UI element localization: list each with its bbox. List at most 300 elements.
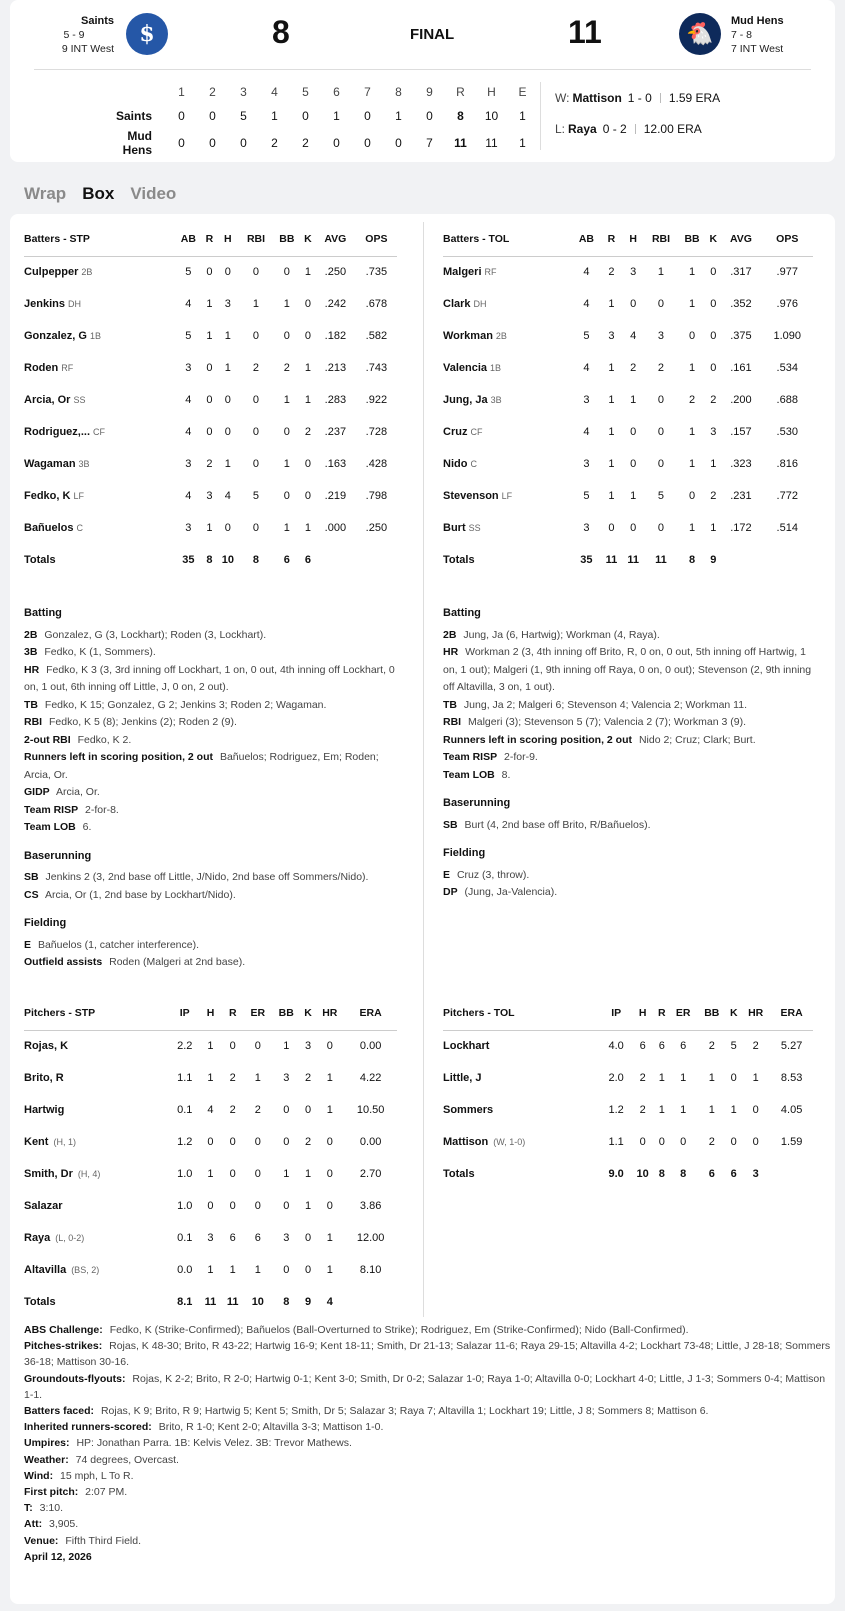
stat-cell: .772 <box>776 490 798 502</box>
column-header[interactable]: IP <box>170 996 199 1030</box>
linescore-cell: 0 <box>209 108 216 123</box>
notes-heading: Baserunning <box>443 797 511 809</box>
note-label: DP <box>443 886 458 898</box>
player-name[interactable]: Sommers <box>443 1104 494 1116</box>
player-name[interactable]: Cruz <box>443 426 468 438</box>
note-label: CS <box>24 888 39 901</box>
player-cell <box>24 384 174 416</box>
player-name[interactable]: Rojas, K <box>24 1040 69 1053</box>
game-info-value: 3,905. <box>49 1518 79 1531</box>
column-header[interactable]: AVG <box>720 222 761 256</box>
note-value: Bañuelos (1, catcher interference). <box>37 938 200 951</box>
stat-cell: 1 <box>689 426 696 438</box>
game-info-value: Brito, R 1-0; Kent 2-0; Altavilla 3-3; Mattison 1-0. <box>158 1421 384 1434</box>
stat-cell: 0 <box>689 330 696 342</box>
player-name[interactable]: Burt <box>443 522 466 534</box>
stat-cell: 1.0 <box>177 1168 193 1180</box>
stat-cell: 0 <box>207 1136 214 1148</box>
column-header[interactable]: HR <box>315 996 344 1030</box>
player-name[interactable]: Raya <box>24 1232 51 1244</box>
table-row <box>24 1158 397 1190</box>
column-header[interactable]: BB <box>697 996 726 1030</box>
player-name[interactable]: Little, J <box>443 1072 482 1084</box>
stat-cell: 2 <box>304 426 311 438</box>
stat-cell: 2 <box>254 1104 261 1116</box>
totals-cell: 8 <box>252 554 260 566</box>
column-header[interactable]: K <box>301 222 315 256</box>
stat-cell: 0 <box>326 1200 333 1212</box>
home-pitching-table <box>443 996 813 1190</box>
table-title: Batters - STP <box>24 222 174 256</box>
note-label: Runners left in scoring position, 2 out <box>24 751 214 763</box>
player-cell <box>443 256 572 288</box>
column-header[interactable]: OPS <box>762 222 814 256</box>
stat-cell: 0 <box>229 1040 236 1053</box>
column-header[interactable]: R <box>222 996 244 1030</box>
linescore-cell: 10 <box>484 108 499 123</box>
stat-cell: .250 <box>365 522 388 534</box>
pitcher-decision: (H, 1) <box>53 1137 76 1147</box>
note-value: Jung, Ja 2; Malgeri 6; Stevenson 4; Valencia 2; Workman 11. <box>463 698 747 711</box>
stat-cell: 0 <box>689 490 696 502</box>
game-info-label: Inherited runners-scored: <box>24 1421 152 1434</box>
table-row <box>443 1062 813 1094</box>
note-label: GIDP <box>24 786 50 798</box>
stat-cell: 2 <box>229 1104 236 1116</box>
column-header[interactable]: H <box>631 996 655 1030</box>
player-name[interactable]: Valencia <box>443 362 488 374</box>
table-row <box>24 1254 397 1286</box>
home-team-info[interactable] <box>731 14 811 56</box>
game-info-value: Rojas, K 9; Brito, R 9; Hartwig 5; Kent 5; Smith, Dr 5; Salazar 3; Raya 7; Altavilla 1; Lockhart 19; Little, J 8; Sommers 8; Mattison 6. <box>100 1405 709 1418</box>
linescore-cell: 1 <box>519 108 526 123</box>
stat-cell: 0 <box>252 522 260 534</box>
game-info-label: Pitches-strikes: <box>24 1340 103 1353</box>
table-header-row <box>24 222 397 256</box>
player-name[interactable]: Wagaman <box>24 458 76 470</box>
column-header[interactable]: ERA <box>770 996 813 1030</box>
inning-header: 8 <box>395 85 402 99</box>
stat-cell: 1 <box>283 1168 290 1180</box>
win-label: W: <box>555 90 570 105</box>
stat-cell: 2.2 <box>177 1040 193 1053</box>
stat-cell: 1 <box>206 522 213 534</box>
stat-cell: 1 <box>207 1072 214 1084</box>
totals-cell: 8 <box>680 1168 687 1180</box>
stat-cell: 1 <box>254 1072 261 1084</box>
column-header[interactable]: K <box>706 222 720 256</box>
note-label: 3B <box>24 646 38 658</box>
stat-cell: 4 <box>224 490 231 502</box>
player-name[interactable]: Hartwig <box>24 1104 65 1116</box>
pitcher-decision: (W, 1-0) <box>493 1137 526 1147</box>
column-header[interactable]: ERA <box>344 996 397 1030</box>
column-header[interactable]: RBI <box>239 222 273 256</box>
stat-cell: 3 <box>185 458 192 470</box>
table-row <box>24 416 397 448</box>
note-value: Malgeri (3); Stevenson 5 (7); Valencia 2 (7); Workman 3 (9). <box>468 716 746 728</box>
loss-pitcher[interactable]: Raya <box>568 121 597 136</box>
stat-cell: .163 <box>324 458 347 470</box>
note-label: 2B <box>24 628 38 641</box>
player-name[interactable]: Smith, Dr <box>24 1168 73 1180</box>
note-line <box>443 697 813 715</box>
game-info-value: Rojas, K 48-30; Brito, R 43-22; Hartwig 16-9; Kent 18-11; Smith, Dr 21-13; Salazar 11-6; Raya 29-15; Altavilla 4-2; Lockhart 73-48; Little, J 28-18; Sommers 36-18; Mattison 30-16. <box>24 1340 831 1369</box>
player-name[interactable]: Mattison <box>443 1136 489 1148</box>
home-team-standing: 7 INT West <box>731 43 784 55</box>
loss-record: 0 - 2 <box>602 121 627 136</box>
stat-cell: 3 <box>206 490 213 502</box>
player-position: 1B <box>490 363 502 373</box>
stat-cell: 6 <box>680 1040 687 1053</box>
stat-cell: 0 <box>283 1200 290 1212</box>
totals-cell: 11 <box>627 554 640 566</box>
column-header[interactable]: R <box>202 222 216 256</box>
stat-cell: 0 <box>752 1136 759 1148</box>
stat-cell: 2 <box>710 394 717 406</box>
stat-cell: 0 <box>630 522 637 534</box>
away-team-info[interactable] <box>34 14 114 56</box>
player-name[interactable]: Nido <box>443 458 468 470</box>
stat-cell: 0 <box>304 1264 312 1276</box>
column-header[interactable]: AB <box>572 222 600 256</box>
totals-label: Totals <box>24 1296 56 1308</box>
column-header[interactable]: H <box>216 222 239 256</box>
totals-cell: 11 <box>605 554 618 566</box>
inning-header: R <box>456 85 465 99</box>
note-label: Outfield assists <box>24 956 103 968</box>
game-info-value: 15 mph, L To R. <box>59 1469 134 1482</box>
note-line <box>24 749 397 784</box>
stat-cell: 1 <box>630 490 637 502</box>
table-row <box>443 1126 813 1158</box>
player-position: LF <box>501 491 513 501</box>
player-name[interactable]: Rodriguez,... <box>24 426 90 438</box>
stat-cell: 1 <box>710 458 717 470</box>
stat-cell: .317 <box>730 266 752 279</box>
stat-cell: 3 <box>657 330 665 342</box>
player-cell <box>443 448 572 480</box>
stat-cell: 1 <box>326 1264 333 1276</box>
linescore-cell: 11 <box>454 135 467 150</box>
stat-cell: 0 <box>283 1136 290 1148</box>
away-pitching-section <box>24 996 397 1318</box>
column-header[interactable]: AB <box>174 222 202 256</box>
pitcher-decision: (H, 4) <box>77 1169 101 1179</box>
player-name[interactable]: Clark <box>443 298 471 310</box>
totals-cell: 11 <box>204 1296 217 1308</box>
player-name[interactable]: Workman <box>443 330 493 342</box>
stat-cell: 1 <box>206 330 213 342</box>
stat-cell: .283 <box>324 394 347 406</box>
stat-cell: 0 <box>730 1136 737 1148</box>
column-header[interactable]: BB <box>273 222 301 256</box>
stat-cell: 5 <box>583 490 590 502</box>
linescore-cell: 11 <box>485 135 498 150</box>
totals-cell: 8 <box>658 1168 665 1180</box>
inning-header: 2 <box>209 85 216 99</box>
player-name[interactable]: Malgeri <box>443 266 482 279</box>
stat-cell: 5 <box>185 330 192 342</box>
note-value: Fedko, K (1, Sommers). <box>44 646 156 658</box>
note-value: Gonzalez, G (3, Lockhart); Roden (3, Lockhart). <box>44 628 267 641</box>
note-line <box>24 627 397 645</box>
player-name[interactable]: Bañuelos <box>24 522 74 534</box>
player-cell <box>24 1254 170 1286</box>
player-position: DH <box>473 299 487 309</box>
game-info-line <box>24 1484 836 1500</box>
column-header[interactable]: RBI <box>644 222 678 256</box>
stat-cell: 0 <box>283 426 290 438</box>
stat-cell: 1 <box>224 362 231 374</box>
table-row <box>443 352 813 384</box>
player-position: 2B <box>495 331 507 341</box>
stat-cell: 1.090 <box>773 330 802 342</box>
table-row <box>443 1094 813 1126</box>
player-name[interactable]: Kent <box>24 1136 49 1148</box>
stat-cell: 2 <box>630 362 637 374</box>
column-header[interactable]: IP <box>601 996 630 1030</box>
stat-cell: 0.00 <box>359 1136 382 1148</box>
totals-row <box>24 1286 397 1318</box>
stat-cell: 4 <box>583 426 590 438</box>
tab-wrap[interactable]: Wrap <box>24 184 67 203</box>
note-line <box>24 869 397 887</box>
win-pitcher[interactable]: Mattison <box>572 90 622 105</box>
stat-cell: 5 <box>252 490 260 502</box>
column-header[interactable]: H <box>199 996 221 1030</box>
game-info-value: HP: Jonathan Parra. 1B: Kelvis Velez. 3B: Trevor Mathews. <box>76 1437 352 1450</box>
game-info-value: Fifth Third Field. <box>65 1534 142 1547</box>
totals-cell: 8 <box>689 554 696 566</box>
stat-cell: 0 <box>224 522 231 534</box>
score-header <box>34 0 811 70</box>
stat-cell: 2 <box>689 394 696 406</box>
totals-cell <box>770 1158 813 1190</box>
stat-cell: 2.70 <box>359 1168 382 1180</box>
note-line <box>24 662 397 697</box>
stat-cell: 1 <box>283 394 290 406</box>
stat-cell: .735 <box>365 266 388 279</box>
player-cell <box>24 512 174 544</box>
stat-cell: 0 <box>252 330 260 342</box>
game-info-value: 3:10. <box>39 1502 64 1515</box>
player-name[interactable]: Salazar <box>24 1200 63 1212</box>
stat-cell: 1.0 <box>177 1200 193 1212</box>
separator <box>660 93 661 103</box>
player-cell <box>443 288 572 320</box>
column-header[interactable]: K <box>301 996 316 1030</box>
note-value: Arcia, Or. <box>56 786 100 798</box>
stat-cell: 0 <box>657 298 665 310</box>
pitcher-decision: (L, 0-2) <box>55 1233 85 1243</box>
stat-cell: 1 <box>689 362 696 374</box>
mud-hens-logo[interactable] <box>679 13 721 55</box>
column-header[interactable]: OPS <box>356 222 397 256</box>
stat-cell: 4 <box>630 330 637 342</box>
note-label: SB <box>24 871 39 883</box>
player-position: CF <box>470 427 483 437</box>
box-score <box>10 214 835 1604</box>
stat-cell: 4 <box>185 394 192 406</box>
loss-decision <box>555 113 720 144</box>
stat-cell: 2 <box>752 1040 759 1053</box>
away-team-standing: 9 INT West <box>61 43 114 55</box>
column-header[interactable]: R <box>654 996 669 1030</box>
player-name[interactable]: Fedko, K <box>24 490 71 502</box>
tab-video[interactable]: Video <box>130 184 177 203</box>
stat-cell: 3 <box>583 522 590 534</box>
stat-cell: 0 <box>639 1136 646 1148</box>
table-row <box>24 352 397 384</box>
stat-cell: 0 <box>680 1136 687 1148</box>
player-name[interactable]: Altavilla <box>24 1264 67 1276</box>
stat-cell: 2 <box>229 1072 236 1084</box>
stat-cell: 6 <box>658 1040 665 1053</box>
game-info-label: Umpires: <box>24 1437 70 1450</box>
player-name[interactable]: Gonzalez, G <box>24 330 87 342</box>
player-name[interactable]: Stevenson <box>443 490 499 502</box>
player-name[interactable]: Jenkins <box>24 298 65 310</box>
table-row <box>24 1094 397 1126</box>
stat-cell: 0 <box>252 266 260 279</box>
home-team-name: Mud Hens <box>731 15 784 27</box>
inning-header: 1 <box>178 85 185 99</box>
column-header[interactable]: HR <box>741 996 770 1030</box>
note-value: Fedko, K 2. <box>77 733 132 746</box>
stat-cell: .200 <box>730 394 752 406</box>
player-position: CF <box>93 427 105 437</box>
game-info-label: T: <box>24 1502 33 1515</box>
player-cell <box>443 384 572 416</box>
game-status: FINAL <box>410 26 455 43</box>
note-value: Fedko, K 15; Gonzalez, G 2; Jenkins 3; Roden 2; Wagaman. <box>44 698 327 711</box>
stat-cell: 0 <box>252 458 260 470</box>
player-position: DH <box>67 299 81 309</box>
stat-cell: 1.59 <box>780 1136 803 1148</box>
column-header[interactable]: R <box>601 222 623 256</box>
note-line <box>24 937 397 955</box>
stat-cell: 0.1 <box>177 1104 193 1116</box>
totals-cell: 11 <box>655 554 667 566</box>
table-header-row <box>443 222 813 256</box>
stat-cell: 2 <box>708 1040 715 1053</box>
stat-cell: 0 <box>252 394 260 406</box>
note-value: Roden (Malgeri at 2nd base). <box>109 956 246 968</box>
column-header[interactable]: BB <box>678 222 706 256</box>
player-cell <box>24 1190 170 1222</box>
stat-cell: 1 <box>658 1072 665 1084</box>
table-row <box>24 512 397 544</box>
note-value: 2-for-9. <box>504 751 538 763</box>
table-row <box>443 384 813 416</box>
linescore-cell: 7 <box>426 135 433 150</box>
stat-cell: 0 <box>710 298 717 310</box>
stat-cell: .219 <box>324 490 347 502</box>
pitcher-decision: (BS, 2) <box>71 1265 100 1275</box>
column-header[interactable]: K <box>726 996 741 1030</box>
game-info-line <box>24 1322 836 1338</box>
table-row <box>443 256 813 288</box>
totals-cell <box>344 1286 397 1318</box>
stat-cell: 1 <box>689 522 696 534</box>
linescore-cell: 2 <box>271 135 278 150</box>
stat-cell: 0 <box>630 298 637 310</box>
note-line <box>24 887 397 905</box>
note-value: Bañuelos; Rodriguez, Em; Roden; Arcia, Or. <box>24 751 379 781</box>
stat-cell: 0 <box>224 266 231 279</box>
column-header[interactable]: H <box>622 222 644 256</box>
tab-bar <box>0 162 845 208</box>
player-cell <box>24 1126 170 1158</box>
table-header-row <box>24 996 397 1030</box>
linescore-cell: 0 <box>240 135 247 150</box>
stat-cell: 3 <box>630 266 637 279</box>
player-name[interactable]: Lockhart <box>443 1040 490 1053</box>
linescore-cell: 0 <box>364 108 371 123</box>
note-label: E <box>24 938 32 951</box>
totals-cell: 35 <box>182 554 195 566</box>
stat-cell: 0 <box>304 298 311 310</box>
stat-cell: 1 <box>689 298 696 310</box>
column-header[interactable]: ER <box>669 996 697 1030</box>
stat-cell: 8.10 <box>359 1264 382 1276</box>
tab-box[interactable]: Box <box>82 184 115 203</box>
table-row <box>443 1030 813 1062</box>
player-position: 3B <box>78 459 90 469</box>
linescore-team[interactable]: Saints <box>115 108 152 123</box>
linescore-cell: 0 <box>178 135 185 150</box>
stat-cell: .743 <box>365 362 388 374</box>
linescore-team[interactable]: Mud Hens <box>122 128 152 157</box>
player-name[interactable]: Arcia, Or <box>24 394 71 406</box>
game-info-label: Batters faced: <box>24 1405 95 1418</box>
totals-cell <box>720 544 761 576</box>
table-row <box>443 512 813 544</box>
table-title: Pitchers - TOL <box>443 996 601 1030</box>
saints-logo[interactable] <box>126 13 168 55</box>
player-name[interactable]: Culpepper <box>24 266 79 279</box>
stat-cell: 2 <box>283 362 290 374</box>
stat-cell: .816 <box>776 458 798 470</box>
stat-cell: 6 <box>639 1040 646 1053</box>
totals-row <box>24 544 397 576</box>
game-info-line <box>24 1533 836 1549</box>
player-name[interactable]: Jung, Ja <box>443 394 488 406</box>
stat-cell: .000 <box>324 522 347 534</box>
linescore-cell: 1 <box>271 108 278 123</box>
column-header[interactable]: BB <box>272 996 301 1030</box>
table-row <box>443 416 813 448</box>
note-line <box>443 817 813 835</box>
column-header[interactable]: AVG <box>315 222 356 256</box>
stat-cell: 3 <box>608 330 615 342</box>
stat-cell: 0.0 <box>177 1264 193 1276</box>
stat-cell: 0 <box>657 522 665 534</box>
stat-cell: 3.86 <box>359 1200 382 1212</box>
separator <box>635 124 636 134</box>
stat-cell: 1 <box>752 1072 759 1084</box>
stat-cell: 0 <box>229 1136 236 1148</box>
linescore-cell: 1 <box>395 108 402 123</box>
player-name[interactable]: Brito, R <box>24 1072 64 1084</box>
stat-cell: 1 <box>304 394 311 406</box>
stat-cell: .728 <box>365 426 388 438</box>
stat-cell: 5 <box>730 1040 737 1053</box>
column-header[interactable]: ER <box>244 996 272 1030</box>
stat-cell: .375 <box>730 330 752 342</box>
player-name[interactable]: Roden <box>24 362 59 374</box>
